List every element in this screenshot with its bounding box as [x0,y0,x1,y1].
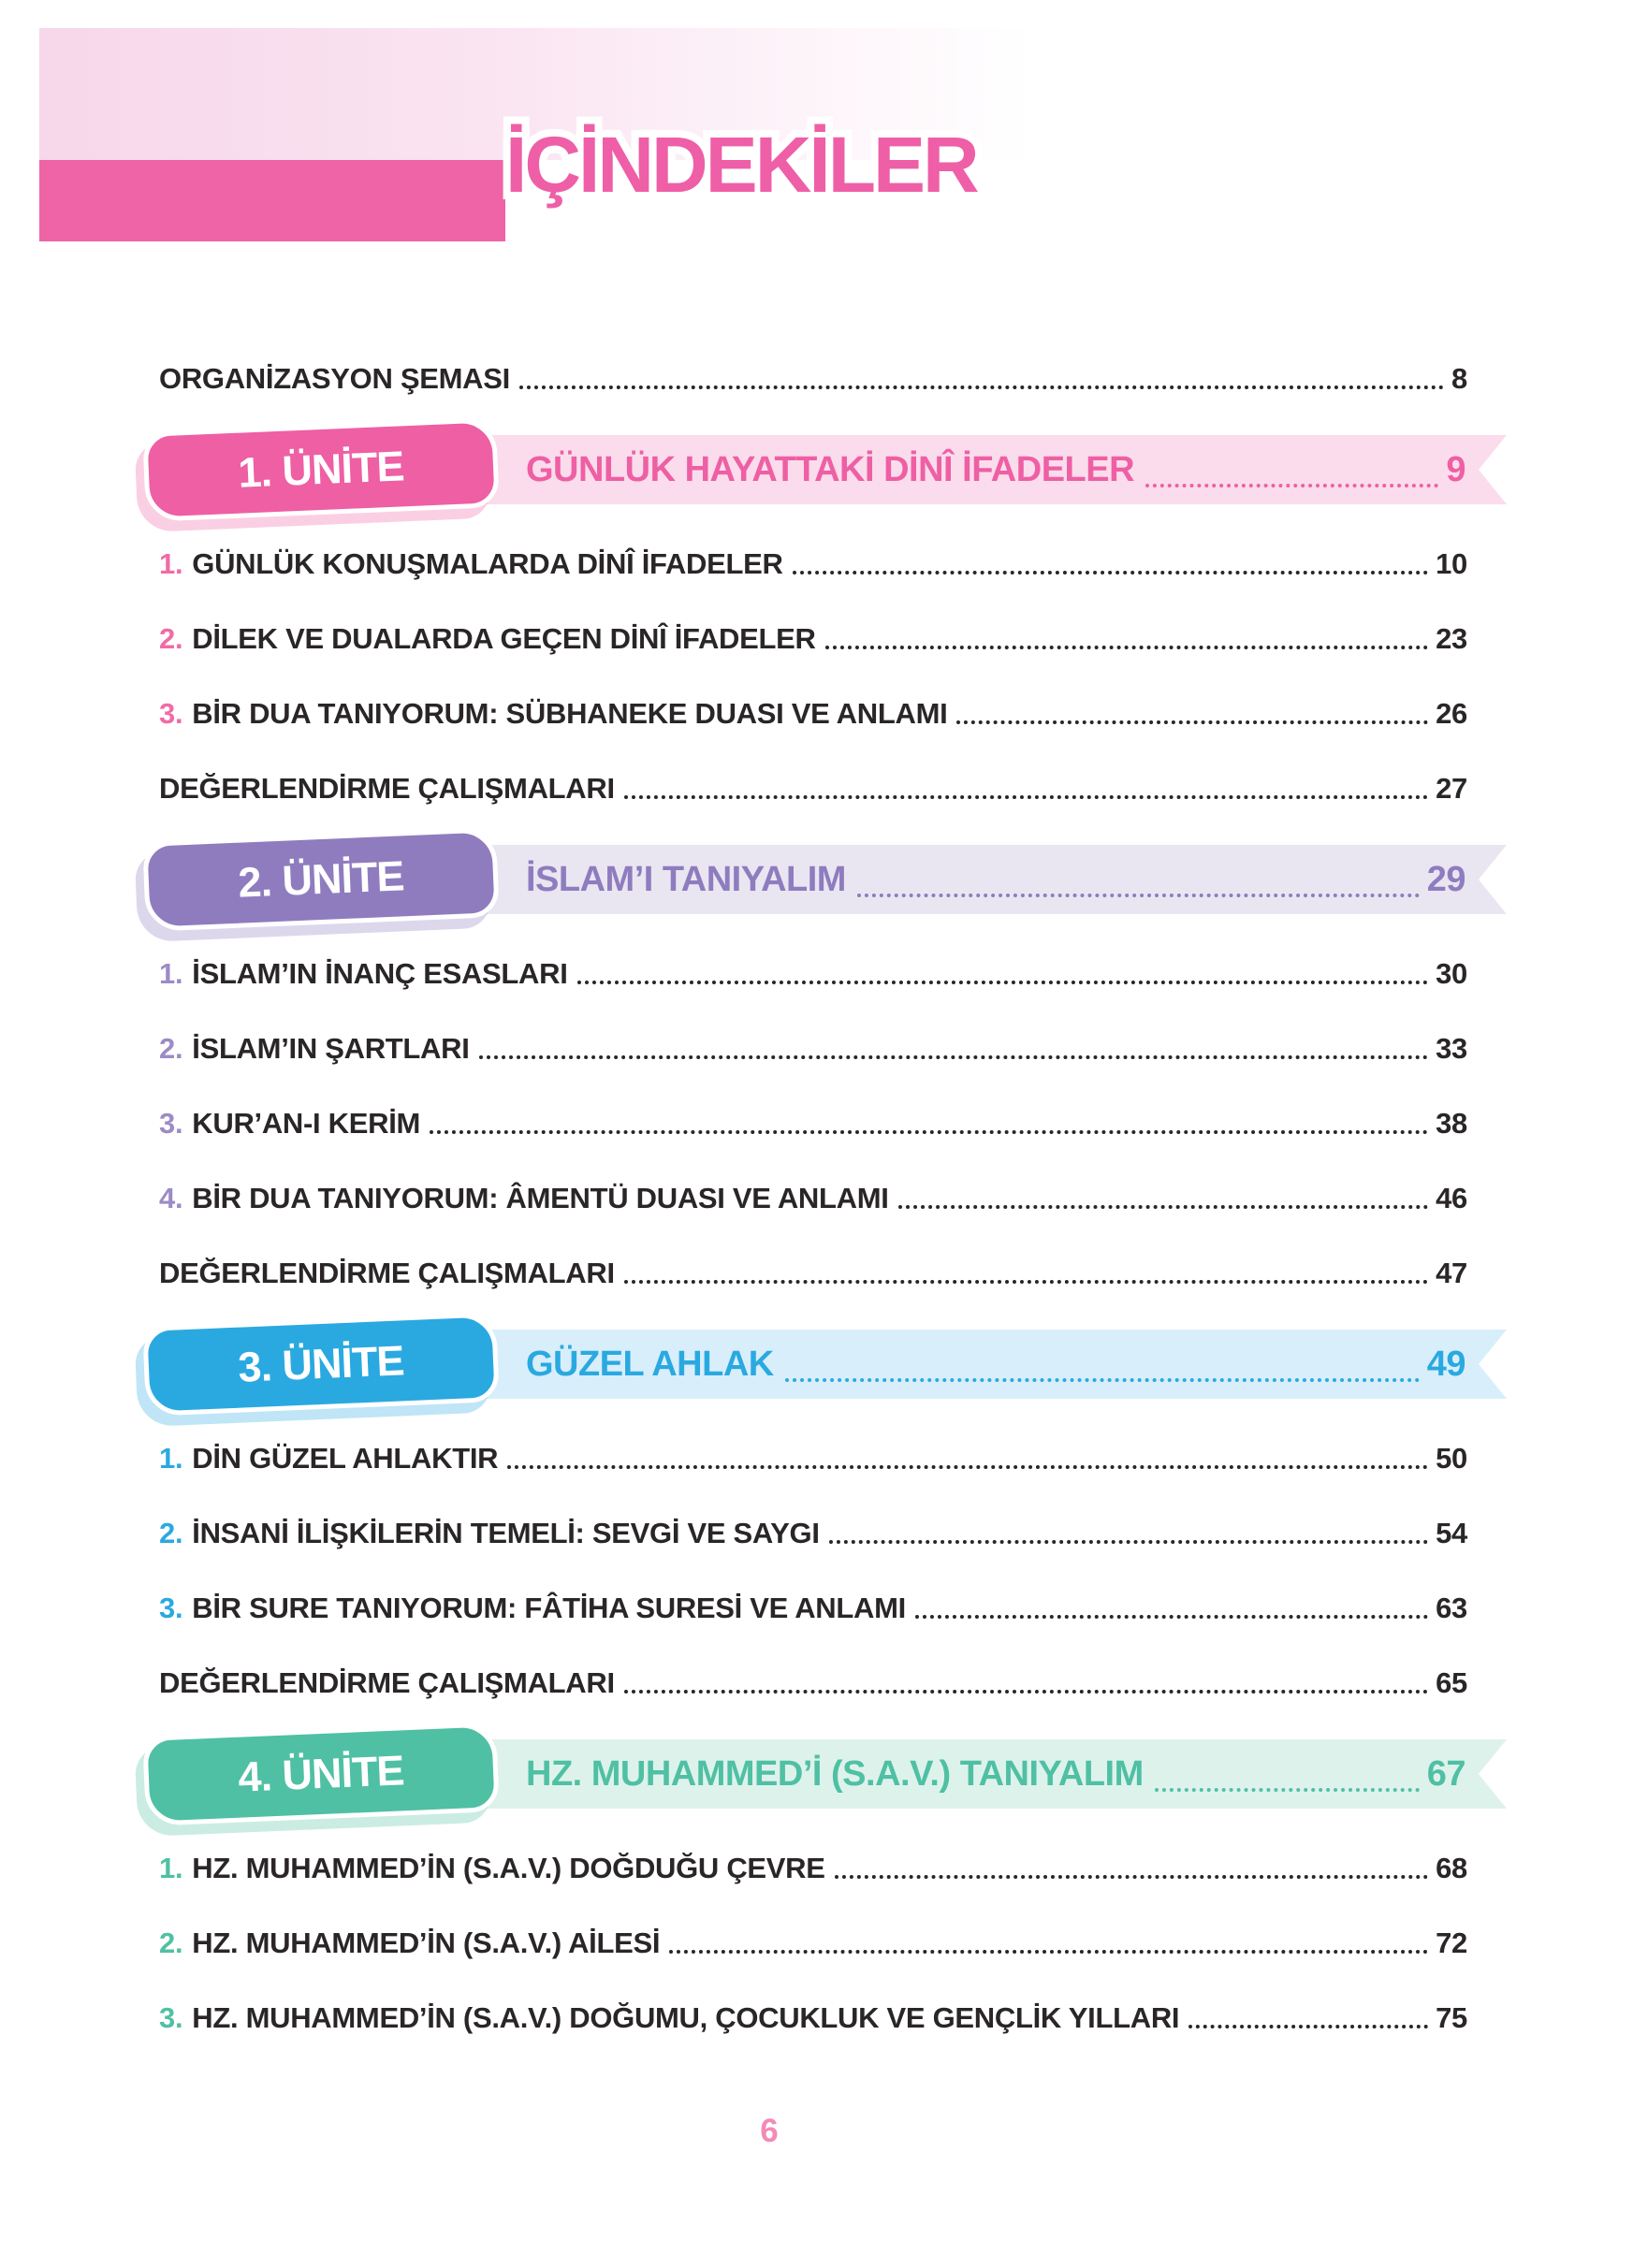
dot-leader [857,894,1420,897]
unit-section [159,435,1467,806]
dot-leader [479,1055,1429,1059]
item-label: İSLAM’IN ŞARTLARI [192,1032,470,1065]
toc-item [159,955,1467,991]
unit-banner [159,435,1507,504]
item-number: 1. [159,547,183,580]
item-label: GÜNLÜK KONUŞMALARDA DİNÎ İFADELER [192,547,783,580]
item-number: 2. [159,1032,183,1065]
item-page-number: 46 [1436,1182,1467,1214]
unit-title: İSLAM’I TANIYALIM [526,859,846,899]
item-label: DEĞERLENDİRME ÇALIŞMALARI [159,1666,615,1699]
unit-badge [142,1312,500,1417]
unit-section [159,1739,1467,2035]
unit-section [159,1330,1467,1700]
item-page-number: 75 [1436,2001,1467,2034]
item-label: HZ. MUHAMMED’İN (S.A.V.) AİLESİ [192,1926,661,1959]
dot-leader [825,646,1428,649]
unit-badge-label: 3. ÜNİTE [237,1336,405,1391]
toc-item [159,1105,1467,1141]
toc-item [159,545,1467,581]
dot-leader [1155,1788,1420,1792]
dot-leader [915,1615,1428,1619]
dot-leader [624,1690,1428,1694]
item-number: 3. [159,2001,183,2034]
item-label: DİN GÜZEL AHLAKTIR [192,1442,499,1475]
item-number: 1. [159,957,183,990]
dot-leader [624,1280,1428,1284]
unit-page-number: 29 [1426,859,1465,899]
toc-entry-organization-chart [159,360,1467,396]
table-of-contents [159,360,1467,2074]
toc-item [159,1440,1467,1476]
item-label: İSLAM’IN İNANÇ ESASLARI [192,957,568,990]
unit-items [159,1850,1467,2035]
unit-page-number: 9 [1446,449,1465,489]
item-number: 1. [159,1852,183,1884]
item-label: DEĞERLENDİRME ÇALIŞMALARI [159,1257,615,1289]
item-label: HZ. MUHAMMED’İN (S.A.V.) DOĞUMU, ÇOCUKLUK VE GENÇLİK YILLARI [192,2001,1180,2034]
item-label: İNSANİ İLİŞKİLERİN TEMELİ: SEVGİ VE SAYGI [192,1517,820,1549]
toc-item [159,1255,1467,1290]
unit-banner-row [526,435,1465,504]
toc-item [159,1180,1467,1215]
toc-item [159,1925,1467,1960]
toc-item [159,1590,1467,1625]
item-label: BİR DUA TANIYORUM: ÂMENTÜ DUASI VE ANLAMI [192,1182,889,1214]
unit-badge [142,417,500,522]
unit-title: HZ. MUHAMMED’İ (S.A.V.) TANIYALIM [526,1753,1144,1794]
entry-label: ORGANİZASYON ŞEMASI [159,362,510,395]
toc-item [159,1999,1467,2035]
item-page-number: 23 [1436,622,1467,655]
unit-badge-label: 1. ÜNİTE [237,442,405,497]
dot-leader [785,1378,1420,1382]
page-title: İÇİNDEKİLER İÇİNDEKİLER [505,120,977,211]
unit-banner [159,845,1507,914]
item-number: 3. [159,1107,183,1140]
item-page-number: 68 [1436,1852,1467,1884]
item-number: 2. [159,1926,183,1959]
toc-item [159,1850,1467,1885]
unit-page-number: 67 [1426,1753,1465,1794]
item-page-number: 30 [1436,957,1467,990]
footer-page-number: 6 [760,2113,779,2149]
toc-item [159,1515,1467,1550]
unit-title: GÜNLÜK HAYATTAKİ DİNÎ İFADELER [526,449,1135,489]
unit-items [159,545,1467,806]
unit-badge [142,1722,500,1826]
unit-badge-label: 4. ÜNİTE [237,1746,405,1801]
dot-leader [507,1465,1428,1469]
item-number: 4. [159,1182,183,1214]
dot-leader [793,571,1429,574]
unit-items [159,1440,1467,1700]
dot-leader [519,385,1444,389]
item-number: 1. [159,1442,183,1475]
item-page-number: 65 [1436,1666,1467,1699]
item-page-number: 54 [1436,1517,1467,1549]
dot-leader [1188,2025,1428,2028]
toc-item [159,695,1467,731]
unit-banner-row [526,1330,1465,1399]
unit-banner-row [526,845,1465,914]
unit-banner-row [526,1739,1465,1809]
dot-leader [829,1540,1428,1544]
toc-item [159,620,1467,656]
item-page-number: 63 [1436,1592,1467,1624]
dot-leader [835,1875,1428,1879]
dot-leader [430,1130,1428,1134]
toc-item [159,770,1467,806]
item-page-number: 27 [1436,772,1467,805]
item-page-number: 33 [1436,1032,1467,1065]
entry-page-number: 8 [1451,362,1467,395]
item-label: DEĞERLENDİRME ÇALIŞMALARI [159,772,615,805]
dot-leader [898,1205,1429,1209]
dot-leader [1145,484,1438,487]
units-list [159,435,1467,2035]
unit-page-number: 49 [1426,1344,1465,1384]
unit-section [159,845,1467,1290]
item-number: 3. [159,1592,183,1624]
header-pink-bar [39,160,505,241]
item-label: DİLEK VE DUALARDA GEÇEN DİNÎ İFADELER [192,622,816,655]
toc-item [159,1030,1467,1066]
unit-items [159,955,1467,1290]
item-page-number: 38 [1436,1107,1467,1140]
dot-leader [956,720,1428,724]
unit-badge-label: 2. ÜNİTE [237,851,405,907]
item-page-number: 72 [1436,1926,1467,1959]
item-label: BİR DUA TANIYORUM: SÜBHANEKE DUASI VE ANLAMI [192,697,948,730]
unit-banner [159,1739,1507,1809]
item-page-number: 26 [1436,697,1467,730]
toc-item [159,1665,1467,1700]
item-number: 2. [159,622,183,655]
item-label: BİR SURE TANIYORUM: FÂTİHA SURESİ VE ANLAMI [192,1592,906,1624]
dot-leader [624,795,1428,799]
unit-banner [159,1330,1507,1399]
dot-leader [669,1950,1428,1954]
item-label: KUR’AN-I KERİM [192,1107,421,1140]
item-number: 3. [159,697,183,730]
unit-title: GÜZEL AHLAK [526,1344,774,1384]
item-page-number: 47 [1436,1257,1467,1289]
item-number: 2. [159,1517,183,1549]
item-page-number: 10 [1436,547,1467,580]
item-page-number: 50 [1436,1442,1467,1475]
item-label: HZ. MUHAMMED’İN (S.A.V.) DOĞDUĞU ÇEVRE [192,1852,825,1884]
unit-badge [142,827,500,932]
dot-leader [577,981,1429,984]
